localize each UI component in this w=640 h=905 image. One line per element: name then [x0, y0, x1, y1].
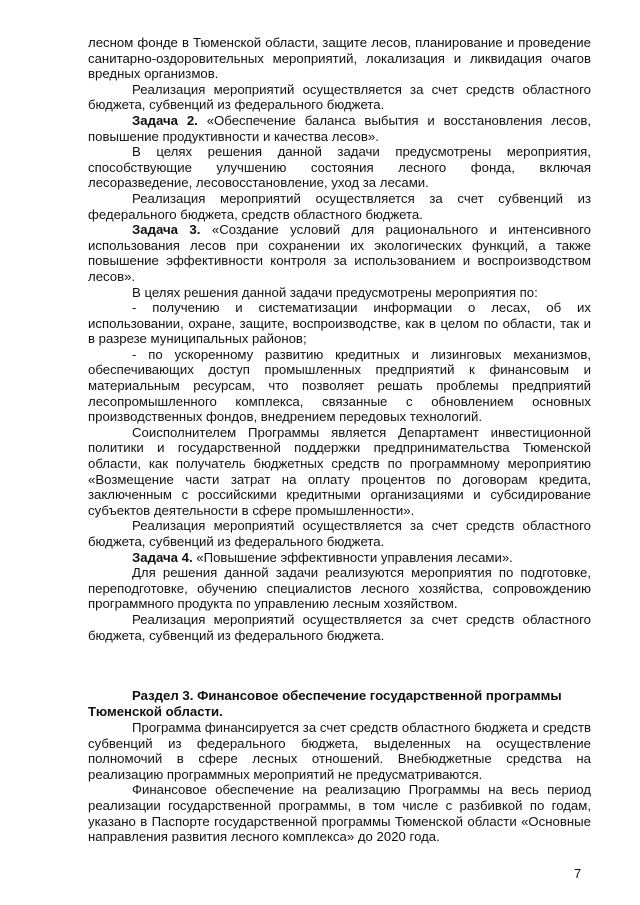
- list-item-credit-mechanisms: - по ускоренному развитию кредитных и лизинговых механизмов, обеспечивающих доступ промышленных предприятий к финансовым и материальным ресурсам, что позволяет решать проблемы предприятий лесопромышленного комплекса, связанные с обновлением основных производственных фондов, внедрением передовых технологий.: [88, 346, 591, 425]
- paragraph-task-2-measures: В целях решения данной задачи предусмотрены мероприятия, способствующие улучшению состояния лесного фонда, включая лесоразведение, лесовосстановление, уход за лесами.: [88, 144, 591, 191]
- paragraph-task-3: [88, 222, 591, 284]
- paragraph-task-2: [88, 113, 591, 144]
- list-item-information: - получению и систематизации информации о лесах, об их использовании, охране, защите, воспроизводстве, как в целом по области, так и в разрезе муниципальных районов;: [88, 300, 591, 347]
- paragraph-financing: Программа финансируется за счет средств областного бюджета и средств субвенций из федерального бюджета, выделенных на осуществление полномочий в сфере лесных отношений. Внебюджетные средства на реализацию программных мероприятий не предусматриваются.: [88, 720, 591, 782]
- paragraph-task-4: [88, 550, 591, 566]
- task-3-label: Задача 3.: [132, 222, 201, 238]
- paragraph-financial-support: Финансовое обеспечение на реализацию Программы на весь период реализации государственной программы, в том числе с разбивкой по годам, указано в Паспорте государственной программы Тюменской области «Основные направления развития лесного комплекса» до 2020 года.: [88, 782, 591, 845]
- paragraph-funding-1: Реализация мероприятий осуществляется за счет средств областного бюджета, субвенций из федерального бюджета.: [88, 81, 591, 113]
- task-2-label: Задача 2.: [132, 112, 198, 128]
- task-3-text: «Создание условий для рационального и интенсивного использования лесов при сохранении их экологических функций, а также повышение эффективности контроля за использованием и воспроизводством лесов».: [88, 222, 591, 284]
- task-2-text: «Обеспечение баланса выбытия и восстановления лесов, повышение продуктивности и качества лесов».: [88, 112, 591, 144]
- task-4-label: Задача 4.: [132, 549, 193, 565]
- paragraph-funding-3: Реализация мероприятий осуществляется за счет средств областного бюджета, субвенций из федерального бюджета.: [88, 518, 591, 549]
- paragraph-co-executor: Соисполнителем Программы является Департамент инвестиционной политики и государственной поддержки предпринимательства Тюменской области, как получатель бюджетных средств по программному мероприятию «Возмещение части затрат на оплату процентов по договорам кредита, заключенным с российскими кредитными организациями и субсидирование субъектов деятельности в сфере промышленности».: [88, 424, 591, 518]
- paragraph-task-3-intro: В целях решения данной задачи предусмотрены мероприятия по:: [132, 284, 538, 300]
- section-3-heading: Раздел 3. Финансовое обеспечение государственной программы Тюменской области.: [88, 688, 562, 719]
- paragraph-funding-4: Реализация мероприятий осуществляется за счет средств областного бюджета, субвенций из федерального бюджета.: [88, 611, 591, 643]
- section-3-body: [88, 720, 591, 845]
- body-text-block: [88, 35, 591, 643]
- paragraph-forest-fund: лесном фонде в Тюменской области, защите лесов, планирование и проведение санитарно-оздоровительных мероприятий, локализация и ликвидация очагов вредных организмов.: [88, 35, 591, 82]
- paragraph-task-4-measures: Для решения данной задачи реализуются мероприятия по подготовке, переподготовке, обучению специалистов лесного хозяйства, сопровождению программного продукта по управлению лесным хозяйством.: [88, 565, 591, 612]
- page-number: 7: [574, 866, 582, 881]
- task-4-text: «Повышение эффективности управления лесами».: [192, 549, 513, 565]
- paragraph-funding-2: Реализация мероприятий осуществляется за счет субвенций из федерального бюджета, средств областного бюджета.: [88, 190, 591, 222]
